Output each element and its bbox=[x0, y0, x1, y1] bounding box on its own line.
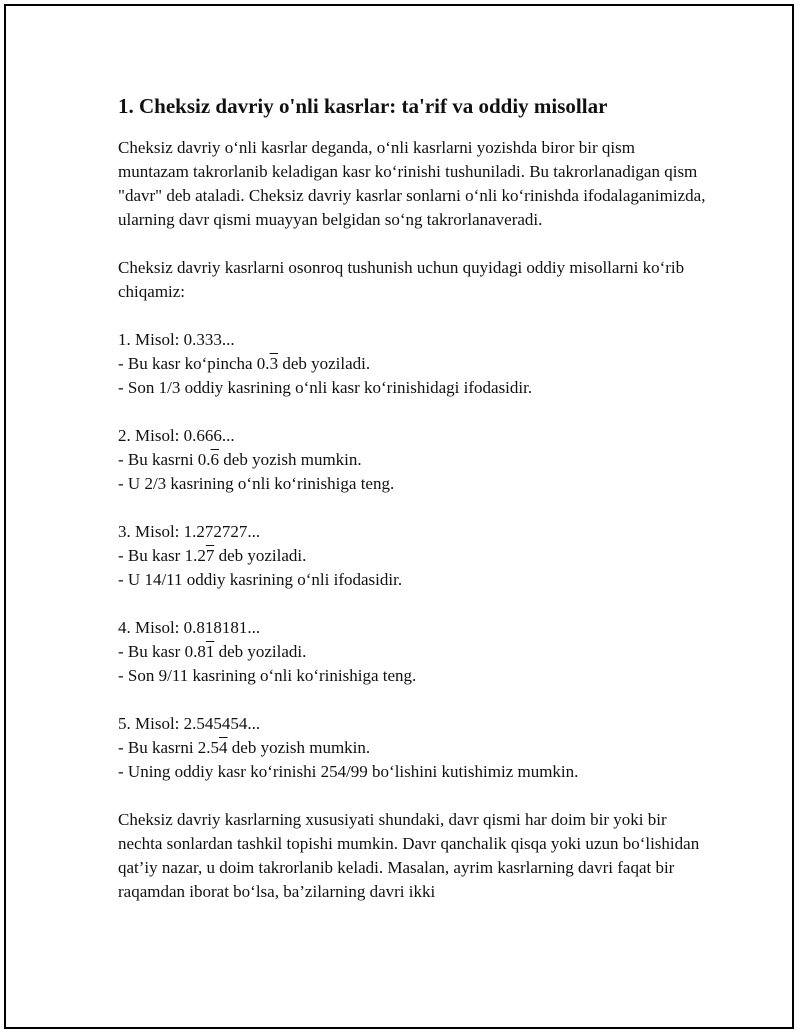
document-body bbox=[118, 92, 708, 928]
example-notation-line: - Bu kasr 1.27 deb yoziladi. bbox=[118, 546, 307, 565]
period-digit: 1 bbox=[205, 642, 215, 661]
example-notation-line: - Bu kasr ko‘pincha 0.3 deb yoziladi. bbox=[118, 354, 371, 373]
period-digit: 4 bbox=[219, 738, 228, 757]
example-2 bbox=[118, 424, 708, 496]
example-explanation: - Son 9/11 kasrining o‘nli ko‘rinishiga teng. bbox=[118, 666, 417, 685]
example-5 bbox=[118, 712, 708, 784]
example-explanation: - U 2/3 kasrining o‘nli ko‘rinishiga teng. bbox=[118, 474, 395, 493]
example-notation-line: - Bu kasrni 0.6 deb yozish mumkin. bbox=[118, 450, 362, 469]
example-explanation: - Uning oddiy kasr ko‘rinishi 254/99 bo‘lishini kutishimiz mumkin. bbox=[118, 762, 579, 781]
period-digit: 7 bbox=[205, 546, 215, 565]
example-notation-line: - Bu kasr 0.81 deb yoziladi. bbox=[118, 642, 307, 661]
example-explanation: - Son 1/3 oddiy kasrining o‘nli kasr ko‘rinishidagi ifodasidir. bbox=[118, 378, 533, 397]
lead-paragraph: Cheksiz davriy kasrlarni osonroq tushunish uchun quyidagi oddiy misollarni ko‘rib chiqamiz: bbox=[118, 258, 685, 301]
example-notation-line: - Bu kasrni 2.54 deb yozish mumkin. bbox=[118, 738, 371, 757]
example-3 bbox=[118, 520, 708, 592]
period-digit: 6 bbox=[210, 450, 220, 469]
example-heading: 4. Misol: 0.818181... bbox=[118, 618, 261, 637]
section-title: 1. Cheksiz davriy o'nli kasrlar: ta'rif va oddiy misollar bbox=[118, 94, 608, 118]
example-4 bbox=[118, 616, 708, 688]
closing-paragraph: Cheksiz davriy kasrlarning xususiyati shundaki, davr qismi har doim bir yoki bir nechta sonlardan tashkil topishi mumkin. Davr qanchalik qisqa yoki uzun bo‘lishidan qat’iy nazar, u doim takrorlanib keladi. Masalan, ayrim kasrlarning davri faqat bir raqamdan iborat bo‘lsa, ba’zilarning davri ikki bbox=[118, 810, 700, 901]
example-heading: 3. Misol: 1.272727... bbox=[118, 522, 261, 541]
example-heading: 5. Misol: 2.545454... bbox=[118, 714, 261, 733]
example-heading: 2. Misol: 0.666... bbox=[118, 426, 235, 445]
example-1 bbox=[118, 328, 708, 400]
period-digit: 3 bbox=[269, 354, 279, 373]
intro-paragraph: Cheksiz davriy o‘nli kasrlar deganda, o‘nli kasrlarni yozishda biror bir qism muntazam takrorlanib keladigan kasr ko‘rinishi tushuniladi. Bu takrorlanadigan qism "davr" deb ataladi. Cheksiz davriy kasrlar sonlarni o‘nli ko‘rinishda ifodalaganimizda, ularning davr qismi muayyan belgidan so‘ng takrorlanaveradi. bbox=[118, 138, 706, 229]
example-explanation: - U 14/11 oddiy kasrining o‘nli ifodasidir. bbox=[118, 570, 403, 589]
example-heading: 1. Misol: 0.333... bbox=[118, 330, 235, 349]
